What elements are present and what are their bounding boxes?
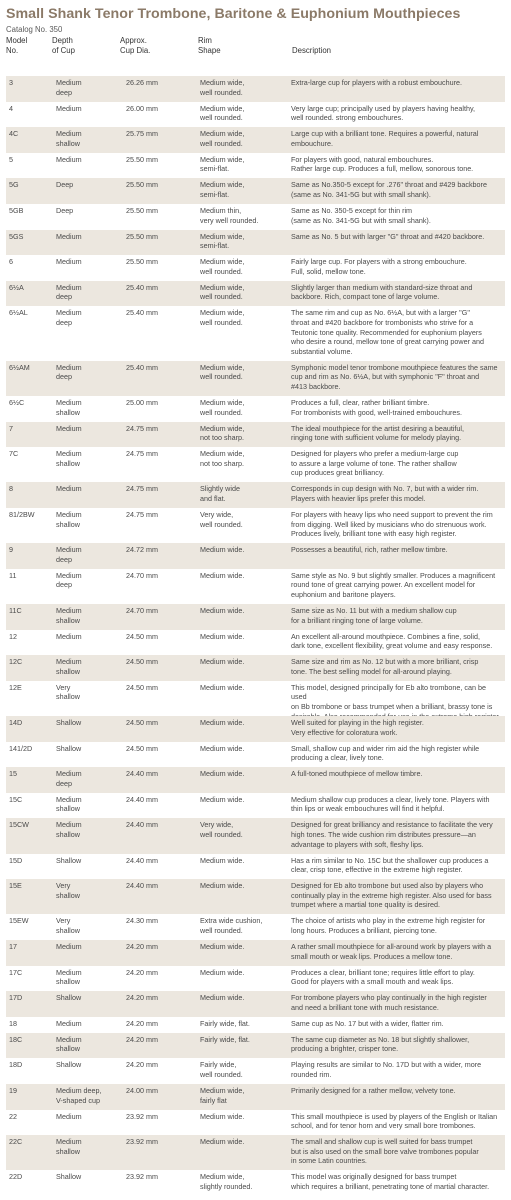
header-description: Description [292, 45, 331, 55]
cell-desc: Produces a full, clear, rather brilliant timbre. For trombonists with good, well-trained embouchures. [291, 398, 462, 417]
cell-rim: Medium wide. [200, 881, 245, 891]
cell-desc: Same cup as No. 17 but with a wider, flatter rim. [291, 1018, 444, 1028]
cell-depth: Medium deep, V-shaped cup [56, 1086, 102, 1105]
cell-depth: Medium shallow [56, 449, 82, 468]
cell-model: 22D [9, 1172, 23, 1182]
table-row [6, 1017, 505, 1033]
cell-model: 19 [9, 1086, 17, 1095]
header-model: Model No. [6, 36, 28, 55]
cell-model: 5GB [9, 206, 24, 215]
cell-rim: Medium wide, well rounded. [200, 103, 245, 123]
cell-dia: 24.40 mm [126, 794, 158, 804]
cell-rim: Medium wide. [200, 769, 245, 779]
cell-dia: 24.75 mm [126, 423, 158, 433]
cell-dia: 24.20 mm [126, 1034, 158, 1044]
cell-desc: Extra-large cup for players with a robust embouchure. [291, 78, 462, 87]
cell-depth: Medium [56, 231, 82, 241]
cell-rim: Fairly wide, flat. [200, 1018, 250, 1028]
cell-depth: Medium deep [56, 308, 82, 327]
cell-desc: The choice of artists who play in the extreme high register for long hours. Produces a brilliant, piercing tone. [291, 916, 486, 935]
table-row [6, 508, 505, 543]
cell-depth: Shallow [56, 1060, 82, 1070]
cell-model: 15CW [9, 820, 29, 830]
cell-depth: Medium [56, 484, 82, 494]
table-row [6, 655, 505, 681]
table-row [6, 1135, 505, 1170]
cell-desc: This small mouthpiece is used by players of the English or Italian school, and for tenor horn and very small bore trombones. [291, 1111, 498, 1131]
table-row [6, 422, 505, 448]
cell-dia: 24.20 mm [126, 993, 158, 1003]
cell-dia: 24.72 mm [126, 545, 158, 555]
cell-desc: For players with good, natural embouchures. Rather large cup. Produces a full, mellow, sonorous tone. [291, 154, 474, 174]
cell-depth: Shallow [56, 1172, 82, 1182]
cell-dia: 24.40 mm [126, 820, 158, 830]
cell-desc: A full-toned mouthpiece of mellow timbre. [291, 769, 423, 779]
cell-depth: Medium shallow [56, 510, 82, 529]
cell-depth: Medium [56, 1111, 82, 1121]
cell-depth: Very shallow [56, 916, 80, 935]
table-row [6, 991, 505, 1017]
cell-depth: Medium [56, 631, 82, 641]
cell-rim: Medium wide. [200, 718, 245, 727]
cell-depth: Medium shallow [56, 1034, 82, 1054]
table-row [6, 793, 505, 819]
cell-model: 4C [9, 129, 19, 139]
cell-model: 12C [9, 657, 23, 667]
table-header [0, 36, 511, 78]
table-row [6, 1058, 505, 1084]
header-depth: Depth of Cup [52, 36, 75, 55]
cell-rim: Medium wide, well rounded. [200, 282, 245, 302]
cell-model: 15E [9, 881, 22, 891]
cell-model: 15C [9, 794, 23, 804]
cell-model: 22C [9, 1137, 23, 1147]
cell-depth: Medium shallow [56, 606, 82, 625]
table-row [6, 914, 505, 940]
cell-model: 6½AM [9, 362, 30, 372]
cell-model: 18C [9, 1034, 23, 1044]
cell-rim: Medium wide, semi-flat. [200, 231, 245, 251]
cell-depth: Medium deep [56, 362, 82, 382]
table-row [6, 255, 505, 281]
cell-rim: Medium wide, not too sharp. [200, 449, 245, 468]
cell-rim: Medium wide, fairly flat [200, 1086, 245, 1105]
cell-dia: 24.40 mm [126, 855, 158, 865]
cell-desc: For trombone players who play continually in the high register and need a brilliant tone with much resistance. [291, 993, 487, 1012]
cell-dia: 26.26 mm [126, 78, 158, 87]
cell-desc: Same size as No. 11 but with a medium shallow cup for a brilliant ringing tone of large volume. [291, 606, 457, 625]
cell-desc: Very large cup; principally used by players having healthy, well rounded. strong embouchures. [291, 103, 476, 123]
cell-model: 8 [9, 484, 13, 494]
table-row [6, 76, 505, 102]
cell-dia: 24.50 mm [126, 682, 158, 692]
cell-rim: Medium wide. [200, 855, 245, 865]
cell-depth: Deep [56, 206, 74, 215]
cell-rim: Medium wide. [200, 942, 245, 951]
table-row [6, 482, 505, 508]
table-row [6, 767, 505, 793]
page-title: Small Shank Tenor Trombone, Baritone & Euphonium Mouthpieces [6, 6, 461, 22]
cell-dia: 24.20 mm [126, 942, 158, 951]
cell-rim: Medium wide. [200, 993, 245, 1003]
cell-depth: Medium shallow [56, 657, 82, 676]
cell-desc: This model, designed principally for Eb alto trombone, can be used on Bb trombone or bass trumpet when a brilliant, brassy tone is [291, 682, 493, 711]
cell-desc: Same as No. 5 but with larger "G" throat and #420 backbore. [291, 231, 485, 241]
cell-dia: 24.75 mm [126, 449, 158, 459]
cell-model: 6½C [9, 398, 25, 407]
cell-depth: Medium shallow [56, 398, 82, 417]
cell-rim: Extra wide cushion, well rounded. [200, 916, 263, 935]
cell-model: 9 [9, 545, 13, 555]
cell-depth: Shallow [56, 993, 82, 1003]
cell-model: 15EW [9, 916, 29, 926]
cell-dia: 25.50 mm [126, 206, 158, 215]
cell-rim: Medium wide. [200, 657, 245, 667]
cell-rim: Medium wide. [200, 967, 245, 977]
cell-rim: Medium wide, semi-flat. [200, 180, 245, 199]
cell-model: 17C [9, 967, 23, 977]
cell-rim: Medium wide, slightly rounded. [200, 1172, 253, 1191]
header-rim: Rim Shape [198, 36, 221, 55]
table-row [6, 716, 505, 742]
cell-dia: 25.40 mm [126, 362, 158, 372]
cell-dia: 23.92 mm [126, 1111, 158, 1121]
cell-desc: Playing results are similar to No. 17D but with a wider, more rounded rim. [291, 1060, 482, 1079]
cell-model: 5G [9, 180, 19, 190]
table-row [6, 940, 505, 966]
cell-model: 141/2D [9, 743, 33, 753]
cell-dia: 23.92 mm [126, 1137, 158, 1147]
table-row [6, 742, 505, 768]
cell-model: 22 [9, 1111, 17, 1121]
cell-desc: Same as No.350-5 except for .276" throat and #429 backbore (same as No. 341-5G but with small shank). [291, 180, 487, 199]
cell-rim: Medium wide. [200, 606, 245, 615]
cell-model: 5 [9, 154, 13, 164]
cell-rim: Medium wide, well rounded. [200, 257, 245, 276]
cell-rim: Very wide, well rounded. [200, 820, 243, 839]
cell-model: 81/2BW [9, 510, 35, 519]
table-row [6, 681, 505, 716]
table-row [6, 879, 505, 914]
cell-rim: Medium wide, well rounded. [200, 398, 245, 417]
table-row [6, 230, 505, 256]
cell-depth: Medium shallow [56, 820, 82, 839]
cell-desc: A rather small mouthpiece for all-around work by players with a small mouth or weak lips. Produces a mellow tone. [291, 942, 492, 961]
cell-rim: Medium wide, well rounded. [200, 78, 245, 97]
cell-dia: 26.00 mm [126, 103, 158, 113]
table-row [6, 630, 505, 656]
cell-desc: Fairly large cup. For players with a strong embouchure. Full, solid, mellow tone. [291, 257, 467, 276]
cell-desc: Large cup with a brilliant tone. Requires a powerful, natural embouchure. [291, 129, 479, 148]
cell-model: 7 [9, 423, 13, 433]
cell-rim: Fairly wide, flat. [200, 1034, 250, 1044]
cell-model: 18 [9, 1018, 17, 1028]
table-row [6, 1110, 505, 1136]
cell-dia: 24.30 mm [126, 916, 158, 926]
cell-model: 18D [9, 1060, 23, 1070]
cell-desc: Slightly larger than medium with standard-size throat and backbore. Rich, compact tone of large volume. [291, 282, 473, 302]
cell-depth: Medium deep [56, 545, 82, 564]
cell-desc: Symphonic model tenor trombone mouthpiece features the same cup and rim as No. 6½A, but with symphonic "F" throat and #413 backbore. [291, 362, 498, 391]
cell-model: 12E [9, 682, 22, 692]
cell-desc: The ideal mouthpiece for the artist desiring a beautiful, ringing tone with sufficient volume for melody playing. [291, 423, 464, 443]
table-row [6, 306, 505, 360]
table-row [6, 569, 505, 604]
cell-rim: Medium wide. [200, 545, 245, 555]
table-row [6, 178, 505, 204]
cell-dia: 24.40 mm [126, 881, 158, 891]
cell-rim: Medium wide. [200, 570, 245, 580]
cell-depth: Shallow [56, 718, 82, 727]
cell-dia: 24.50 mm [126, 718, 158, 727]
cell-model: 17 [9, 942, 17, 951]
cell-rim: Fairly wide, well rounded. [200, 1060, 243, 1079]
cell-dia: 24.70 mm [126, 570, 158, 580]
table-row [6, 1170, 505, 1196]
cell-model: 7C [9, 449, 19, 459]
cell-model: 11C [9, 606, 22, 615]
cell-depth: Medium [56, 103, 82, 113]
cell-dia: 24.70 mm [126, 606, 158, 615]
cell-model: 4 [9, 103, 13, 113]
cell-dia: 24.20 mm [126, 1060, 158, 1070]
table-row [6, 818, 505, 853]
cell-depth: Medium deep [56, 769, 82, 788]
cell-desc: Designed for players who prefer a medium-large cup to assure a large volume of tone. The rather shallow cup produces great brilliancy. [291, 449, 459, 478]
cell-desc: Well suited for playing in the high register. Very effective for coloratura work. [291, 718, 424, 737]
cell-rim: Medium thin, very well rounded. [200, 206, 259, 225]
cell-depth: Medium [56, 257, 82, 267]
cell-desc: The small and shallow cup is well suited for bass trumpet but is also used on the small bore valve trombones popular in some Latin countries. [291, 1137, 479, 1166]
cell-depth: Medium [56, 942, 82, 951]
cell-model: 12 [9, 631, 17, 641]
cell-desc: Medium shallow cup produces a clear, lively tone. Players with thin lips or weak embouchures will find it helpful. [291, 794, 490, 814]
cell-dia: 24.75 mm [126, 484, 158, 494]
cell-model: 11 [9, 570, 17, 580]
cell-depth: Medium [56, 423, 82, 433]
cell-desc: Designed for great brilliancy and resistance to facilitate the very high tones. The wide cushion rim distributes pressure—an advantage to players with soft, fleshy lips. [291, 820, 493, 849]
cell-dia: 24.00 mm [126, 1086, 158, 1095]
cell-dia: 24.50 mm [126, 743, 158, 753]
cell-model: 3 [9, 78, 13, 87]
cell-rim: Medium wide. [200, 1137, 245, 1147]
cell-dia: 25.00 mm [126, 398, 158, 407]
cell-desc: Corresponds in cup design with No. 7, but with a wider rim. Players with heavier lips prefer this model. [291, 484, 479, 503]
cell-model: 14D [9, 718, 23, 727]
header-dia: Approx. Cup Dia. [120, 36, 151, 55]
cell-depth: Very shallow [56, 881, 80, 900]
cell-depth: Medium deep [56, 78, 82, 97]
cell-depth: Medium shallow [56, 1137, 82, 1156]
cell-rim: Slightly wide and flat. [200, 484, 240, 503]
cell-rim: Medium wide. [200, 682, 245, 692]
cell-model: 6 [9, 257, 13, 267]
table-row [6, 361, 505, 396]
cell-dia: 25.75 mm [126, 129, 158, 139]
cell-model: 15 [9, 769, 17, 779]
cell-depth: Deep [56, 180, 74, 190]
cell-depth: Very shallow [56, 682, 80, 702]
cell-dia: 25.50 mm [126, 257, 158, 267]
table-row [6, 1084, 505, 1110]
cell-desc: An excellent all-around mouthpiece. Combines a fine, solid, dark tone, excellent flexibility, great volume and easy response. [291, 631, 493, 651]
cell-desc: Designed for Eb alto trombone but used also by players who continually play in the extreme high register. Also used for bass trumpet where a martial tone quality is desired. [291, 881, 492, 910]
table-row [6, 966, 505, 992]
cell-rim: Medium wide. [200, 631, 245, 641]
cell-desc: The same rim and cup as No. 6½A, but with a larger "G" throat and #420 backbore for trombonists who strive for a Teutonic tone quality. Recommended for euphonium players who desire a round, mellow tone of great carrying power and substantial volume. [291, 308, 484, 356]
cell-desc: This model was originally designed for bass trumpet which requires a brilliant, penetrating tone of martial character. [291, 1172, 490, 1191]
cell-dia: 25.40 mm [126, 282, 158, 292]
cell-dia: 24.20 mm [126, 967, 158, 977]
cell-rim: Medium wide, well rounded. [200, 129, 245, 148]
cell-rim: Medium wide, not too sharp. [200, 423, 245, 443]
cell-depth: Shallow [56, 855, 82, 865]
cell-dia: 24.20 mm [126, 1018, 158, 1028]
cell-desc: Possesses a beautiful, rich, rather mellow timbre. [291, 545, 448, 555]
cell-desc: Same size and rim as No. 12 but with a more brilliant, crisp tone. The best selling model for all-around playing. [291, 657, 479, 676]
table-row [6, 447, 505, 482]
cell-dia: 24.50 mm [126, 657, 158, 667]
cell-model: 6½A [9, 282, 24, 292]
cell-dia: 24.40 mm [126, 769, 158, 779]
cell-rim: Medium wide, semi-flat. [200, 154, 245, 174]
cell-rim: Medium wide, well rounded. [200, 308, 245, 327]
catalog-number: Catalog No. 350 [6, 25, 63, 34]
cell-dia: 25.50 mm [126, 231, 158, 241]
cell-desc: The same cup diameter as No. 18 but slightly shallower, producing a brighter, crisper tone. [291, 1034, 470, 1054]
table-row [6, 604, 505, 630]
table-row [6, 1033, 505, 1059]
cell-desc: Same style as No. 9 but slightly smaller. Produces a magnificent round tone of great carrying power. An excellent model for euphonium and baritone players. [291, 570, 496, 599]
cell-model: 15D [9, 855, 23, 865]
cell-depth: Medium [56, 1018, 82, 1028]
cell-depth: Medium shallow [56, 967, 82, 987]
cell-dia: 25.50 mm [126, 154, 158, 164]
cell-rim: Medium wide. [200, 1111, 245, 1121]
cell-rim: Medium wide. [200, 794, 245, 804]
cell-dia: 24.75 mm [126, 510, 158, 519]
cell-depth: Medium [56, 154, 82, 164]
cell-desc: Small, shallow cup and wider rim aid the high register while producing a clear, lively tone. [291, 743, 480, 763]
cell-depth: Shallow [56, 743, 82, 753]
cell-depth: Medium shallow [56, 794, 82, 814]
cell-rim: Medium wide. [200, 743, 245, 753]
cell-depth: Medium deep [56, 282, 82, 302]
cell-model: 6½AL [9, 308, 28, 318]
cell-dia: 24.50 mm [126, 631, 158, 641]
table-row [6, 854, 505, 880]
cell-desc: Primarily designed for a rather mellow, velvety tone. [291, 1086, 456, 1095]
cell-rim: Very wide, well rounded. [200, 510, 243, 529]
cell-depth: Medium deep [56, 570, 82, 590]
cell-desc: For players with heavy lips who need support to prevent the rim from digging. Well liked by musicians who do strenuous work. Produces lively, brilliant tone with easy high register. [291, 510, 493, 539]
cell-model: 5GS [9, 231, 24, 241]
cell-dia: 23.92 mm [126, 1172, 158, 1182]
cell-rim: Medium wide, well rounded. [200, 362, 245, 382]
table-row [6, 102, 505, 128]
cell-model: 17D [9, 993, 23, 1003]
table-row [6, 204, 505, 230]
cell-dia: 25.40 mm [126, 308, 158, 318]
cell-desc: Has a rim similar to No. 15C but the shallower cup produces a clear, crisp tone, effective in the extreme high register. [291, 855, 489, 875]
table-row [6, 127, 505, 153]
cell-desc: Same as No. 350-5 except for thin rim (same as No. 341-5G but with small shank). [291, 206, 431, 225]
table-row [6, 396, 505, 422]
cell-dia: 25.50 mm [126, 180, 158, 190]
table-row [6, 543, 505, 569]
table-row [6, 281, 505, 307]
cell-desc: Produces a clear, brilliant tone; requires little effort to play. Good for players with a small mouth and weak lips. [291, 967, 475, 987]
table-row [6, 153, 505, 179]
cell-depth: Medium shallow [56, 129, 82, 148]
